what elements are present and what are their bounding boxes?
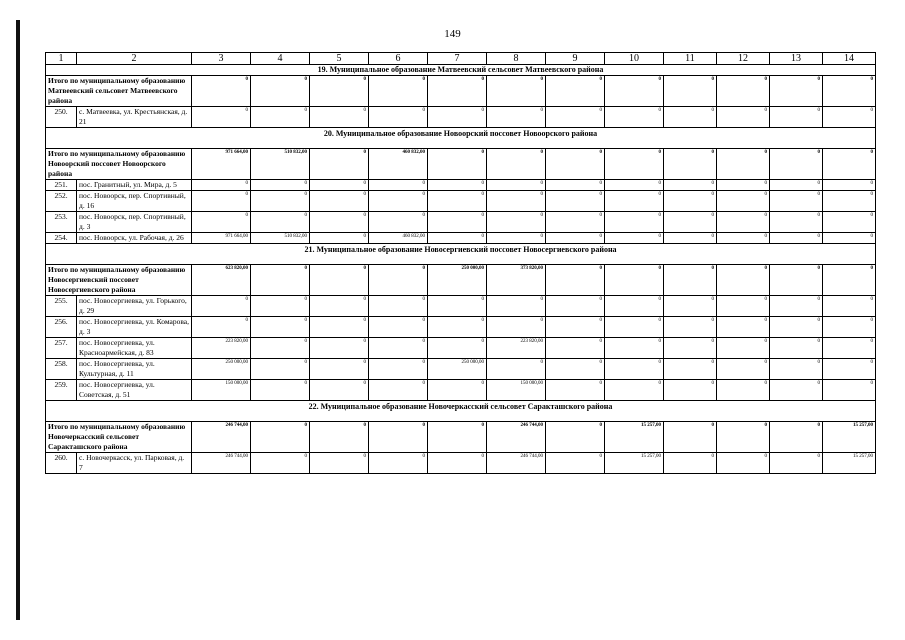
row-value: 0 [770,180,823,191]
row-value: 0 [664,180,717,191]
row-address: пос. Новосергиевка, ул. Советская, д. 51 [77,380,192,401]
table-row [46,191,876,212]
row-value: 0 [310,191,369,212]
row-value: 0 [369,191,428,212]
row-value: 0 [770,338,823,359]
row-address: пос. Новоорск, ул. Рабочая, д. 26 [77,233,192,244]
row-value: 0 [770,380,823,401]
total-value: 0 [310,422,369,453]
row-value: 0 [605,380,664,401]
row-value: 0 [546,191,605,212]
total-value: 0 [428,76,487,107]
column-header: 11 [664,53,717,65]
row-value: 0 [428,180,487,191]
column-header: 8 [487,53,546,65]
total-value: 0 [664,265,717,296]
total-value: 0 [770,265,823,296]
total-value: 0 [717,76,770,107]
row-index: 259. [46,380,77,401]
row-value: 0 [823,107,876,128]
row-value: 0 [717,107,770,128]
column-header: 10 [605,53,664,65]
total-value: 0 [251,76,310,107]
row-value: 0 [664,359,717,380]
total-row [46,149,876,180]
row-value: 0 [717,317,770,338]
total-value: 0 [251,265,310,296]
row-value: 0 [428,191,487,212]
row-value: 0 [664,191,717,212]
row-value: 0 [369,338,428,359]
total-value: 0 [605,149,664,180]
row-value: 0 [605,191,664,212]
row-index: 260. [46,453,77,474]
row-value: 0 [487,359,546,380]
row-value: 250 000,00 [428,359,487,380]
row-value: 0 [717,180,770,191]
row-value: 0 [487,180,546,191]
section-title: 20. Муниципальное образование Новоорский поссовет Новоорского района [46,128,876,149]
table-row [46,233,876,244]
row-value: 510 832,00 [251,233,310,244]
total-value: 246 744,00 [487,422,546,453]
column-header: 1 [46,53,77,65]
row-value: 0 [251,380,310,401]
total-name: Итого по муниципальному образованию Новочеркасский сельсовет Саракташского района [46,422,192,453]
row-value: 0 [664,233,717,244]
row-value: 0 [664,338,717,359]
total-value: 15 257,00 [823,422,876,453]
row-address: пос. Новосергиевка, ул. Культурная, д. 11 [77,359,192,380]
row-value: 971 664,00 [192,233,251,244]
row-value: 0 [310,359,369,380]
data-table [45,52,876,474]
total-value: 0 [251,422,310,453]
total-value: 0 [546,265,605,296]
row-value: 0 [192,180,251,191]
column-header: 3 [192,53,251,65]
row-value: 0 [546,212,605,233]
total-value: 0 [428,149,487,180]
row-value: 0 [605,338,664,359]
total-value: 0 [310,76,369,107]
total-row [46,422,876,453]
total-value: 0 [546,76,605,107]
row-value: 460 832,00 [369,233,428,244]
row-value: 0 [487,107,546,128]
row-value: 0 [823,233,876,244]
section-title: 22. Муниципальное образование Новочеркасский сельсовет Саракташского района [46,401,876,422]
row-address: с. Матвеевка, ул. Крестьянская, д. 21 [77,107,192,128]
row-value: 0 [823,212,876,233]
column-header: 12 [717,53,770,65]
total-value: 0 [823,149,876,180]
row-value: 0 [251,296,310,317]
row-address: пос. Новосергиевка, ул. Комарова, д. 3 [77,317,192,338]
total-value: 0 [770,149,823,180]
row-value: 0 [664,296,717,317]
column-header: 14 [823,53,876,65]
row-index: 258. [46,359,77,380]
row-value: 0 [664,453,717,474]
row-value: 15 257,00 [823,453,876,474]
row-value: 0 [251,338,310,359]
total-value: 0 [369,76,428,107]
row-value: 0 [770,191,823,212]
row-value: 0 [251,317,310,338]
row-address: пос. Новосергиевка, ул. Красноармейская, д. 83 [77,338,192,359]
total-name: Итого по муниципальному образованию Матвеевский сельсовет Матвеевского района [46,76,192,107]
column-header: 13 [770,53,823,65]
row-value: 0 [487,317,546,338]
column-header: 9 [546,53,605,65]
row-value: 0 [823,317,876,338]
row-value: 0 [717,380,770,401]
total-value: 0 [605,76,664,107]
total-value: 0 [717,149,770,180]
total-value: 15 257,00 [605,422,664,453]
row-index: 252. [46,191,77,212]
total-value: 0 [369,265,428,296]
row-value: 0 [310,107,369,128]
row-value: 0 [192,296,251,317]
row-value: 0 [251,453,310,474]
row-value: 0 [310,338,369,359]
row-value: 0 [664,317,717,338]
row-index: 250. [46,107,77,128]
section-title: 21. Муниципальное образование Новосергиевский поссовет Новосергиевского района [46,244,876,265]
row-value: 0 [664,212,717,233]
row-value: 0 [310,233,369,244]
row-value: 0 [546,359,605,380]
section-title-row [46,128,876,149]
total-value: 0 [310,149,369,180]
row-value: 0 [546,338,605,359]
total-value: 0 [664,149,717,180]
total-value: 373 820,00 [487,265,546,296]
row-value: 0 [546,180,605,191]
row-value: 0 [310,212,369,233]
row-value: 0 [770,107,823,128]
total-name: Итого по муниципальному образованию Новосергиевский поссовет Новосергиевского района [46,265,192,296]
total-value: 250 000,00 [428,265,487,296]
row-value: 0 [770,233,823,244]
row-value: 0 [717,212,770,233]
row-value: 0 [369,359,428,380]
header-row [46,53,876,65]
row-index: 251. [46,180,77,191]
row-value: 0 [546,296,605,317]
row-address: пос. Гранитный, ул. Мира, д. 5 [77,180,192,191]
row-value: 0 [664,107,717,128]
total-value: 0 [770,422,823,453]
row-value: 0 [546,233,605,244]
row-index: 253. [46,212,77,233]
row-value: 0 [717,296,770,317]
row-value: 0 [605,317,664,338]
row-value: 0 [251,212,310,233]
row-value: 0 [664,380,717,401]
row-value: 0 [428,453,487,474]
total-value: 0 [664,422,717,453]
column-header: 6 [369,53,428,65]
row-value: 0 [251,107,310,128]
row-index: 254. [46,233,77,244]
row-value: 0 [487,212,546,233]
table-row [46,212,876,233]
total-value: 246 744,00 [192,422,251,453]
row-value: 0 [823,180,876,191]
total-row [46,265,876,296]
row-value: 0 [770,359,823,380]
total-value: 0 [823,76,876,107]
row-value: 0 [369,317,428,338]
row-value: 0 [605,359,664,380]
row-value: 0 [192,191,251,212]
row-value: 0 [310,180,369,191]
row-value: 0 [605,296,664,317]
table-row [46,180,876,191]
row-value: 0 [428,107,487,128]
total-value: 0 [605,265,664,296]
row-value: 0 [310,296,369,317]
row-value: 0 [310,317,369,338]
total-name: Итого по муниципальному образованию Новоорский поссовет Новоорского района [46,149,192,180]
row-value: 0 [823,191,876,212]
section-title: 19. Муниципальное образование Матвеевский сельсовет Матвеевского района [46,65,876,76]
row-value: 246 744,00 [192,453,251,474]
row-value: 0 [770,212,823,233]
row-value: 0 [369,453,428,474]
row-value: 15 257,00 [605,453,664,474]
row-value: 0 [369,107,428,128]
table-row [46,359,876,380]
row-value: 0 [717,453,770,474]
total-value: 623 820,00 [192,265,251,296]
page-number: 149 [444,28,461,40]
row-value: 223 820,00 [487,338,546,359]
row-value: 0 [192,212,251,233]
section-title-row [46,244,876,265]
section-title-row [46,401,876,422]
total-value: 0 [717,422,770,453]
row-address: пос. Новоорск, пер. Спортивный, д. 3 [77,212,192,233]
total-value: 0 [546,422,605,453]
row-value: 0 [605,107,664,128]
row-value: 0 [717,359,770,380]
total-value: 0 [310,265,369,296]
row-value: 0 [487,296,546,317]
row-value: 0 [605,233,664,244]
row-value: 0 [770,317,823,338]
total-value: 0 [369,422,428,453]
column-header: 7 [428,53,487,65]
row-value: 0 [770,296,823,317]
total-value: 0 [428,422,487,453]
row-value: 0 [770,453,823,474]
scan-edge-bar [16,20,20,620]
total-value: 0 [487,76,546,107]
row-value: 0 [823,380,876,401]
row-value: 0 [487,233,546,244]
row-value: 0 [717,233,770,244]
table-row [46,317,876,338]
row-value: 0 [717,191,770,212]
row-value: 0 [717,338,770,359]
row-value: 0 [369,180,428,191]
row-value: 0 [428,296,487,317]
column-header: 4 [251,53,310,65]
row-value: 0 [605,212,664,233]
row-value: 250 000,00 [192,359,251,380]
total-value: 0 [823,265,876,296]
row-value: 0 [251,359,310,380]
row-value: 0 [428,317,487,338]
row-value: 0 [605,180,664,191]
row-value: 223 820,00 [192,338,251,359]
total-value: 0 [546,149,605,180]
row-value: 0 [487,191,546,212]
total-value: 0 [664,76,717,107]
row-value: 0 [369,380,428,401]
total-value: 0 [770,76,823,107]
row-index: 257. [46,338,77,359]
row-value: 0 [546,453,605,474]
row-value: 0 [428,212,487,233]
row-index: 255. [46,296,77,317]
row-value: 0 [192,317,251,338]
total-value: 460 832,00 [369,149,428,180]
table-row [46,296,876,317]
row-address: пос. Новоорск, пер. Спортивный, д. 16 [77,191,192,212]
row-address: с. Новочеркасск, ул. Парковая, д. 7 [77,453,192,474]
row-value: 0 [310,453,369,474]
row-index: 256. [46,317,77,338]
row-value: 0 [428,338,487,359]
total-value: 971 664,00 [192,149,251,180]
total-value: 0 [717,265,770,296]
row-value: 246 744,00 [487,453,546,474]
table-row [46,453,876,474]
row-value: 0 [546,317,605,338]
row-value: 0 [192,107,251,128]
row-value: 150 000,00 [192,380,251,401]
row-value: 0 [546,380,605,401]
row-value: 0 [369,212,428,233]
row-value: 0 [428,380,487,401]
table-row [46,338,876,359]
total-value: 0 [487,149,546,180]
section-title-row [46,65,876,76]
row-value: 0 [546,107,605,128]
row-value: 0 [251,191,310,212]
row-value: 0 [823,359,876,380]
row-value: 0 [251,180,310,191]
table-row [46,380,876,401]
total-value: 510 832,00 [251,149,310,180]
row-address: пос. Новосергиевка, ул. Горького, д. 29 [77,296,192,317]
total-value: 0 [192,76,251,107]
column-header: 5 [310,53,369,65]
row-value: 150 000,00 [487,380,546,401]
row-value: 0 [823,296,876,317]
total-row [46,76,876,107]
column-header: 2 [77,53,192,65]
row-value: 0 [428,233,487,244]
row-value: 0 [369,296,428,317]
row-value: 0 [310,380,369,401]
row-value: 0 [823,338,876,359]
table-row [46,107,876,128]
